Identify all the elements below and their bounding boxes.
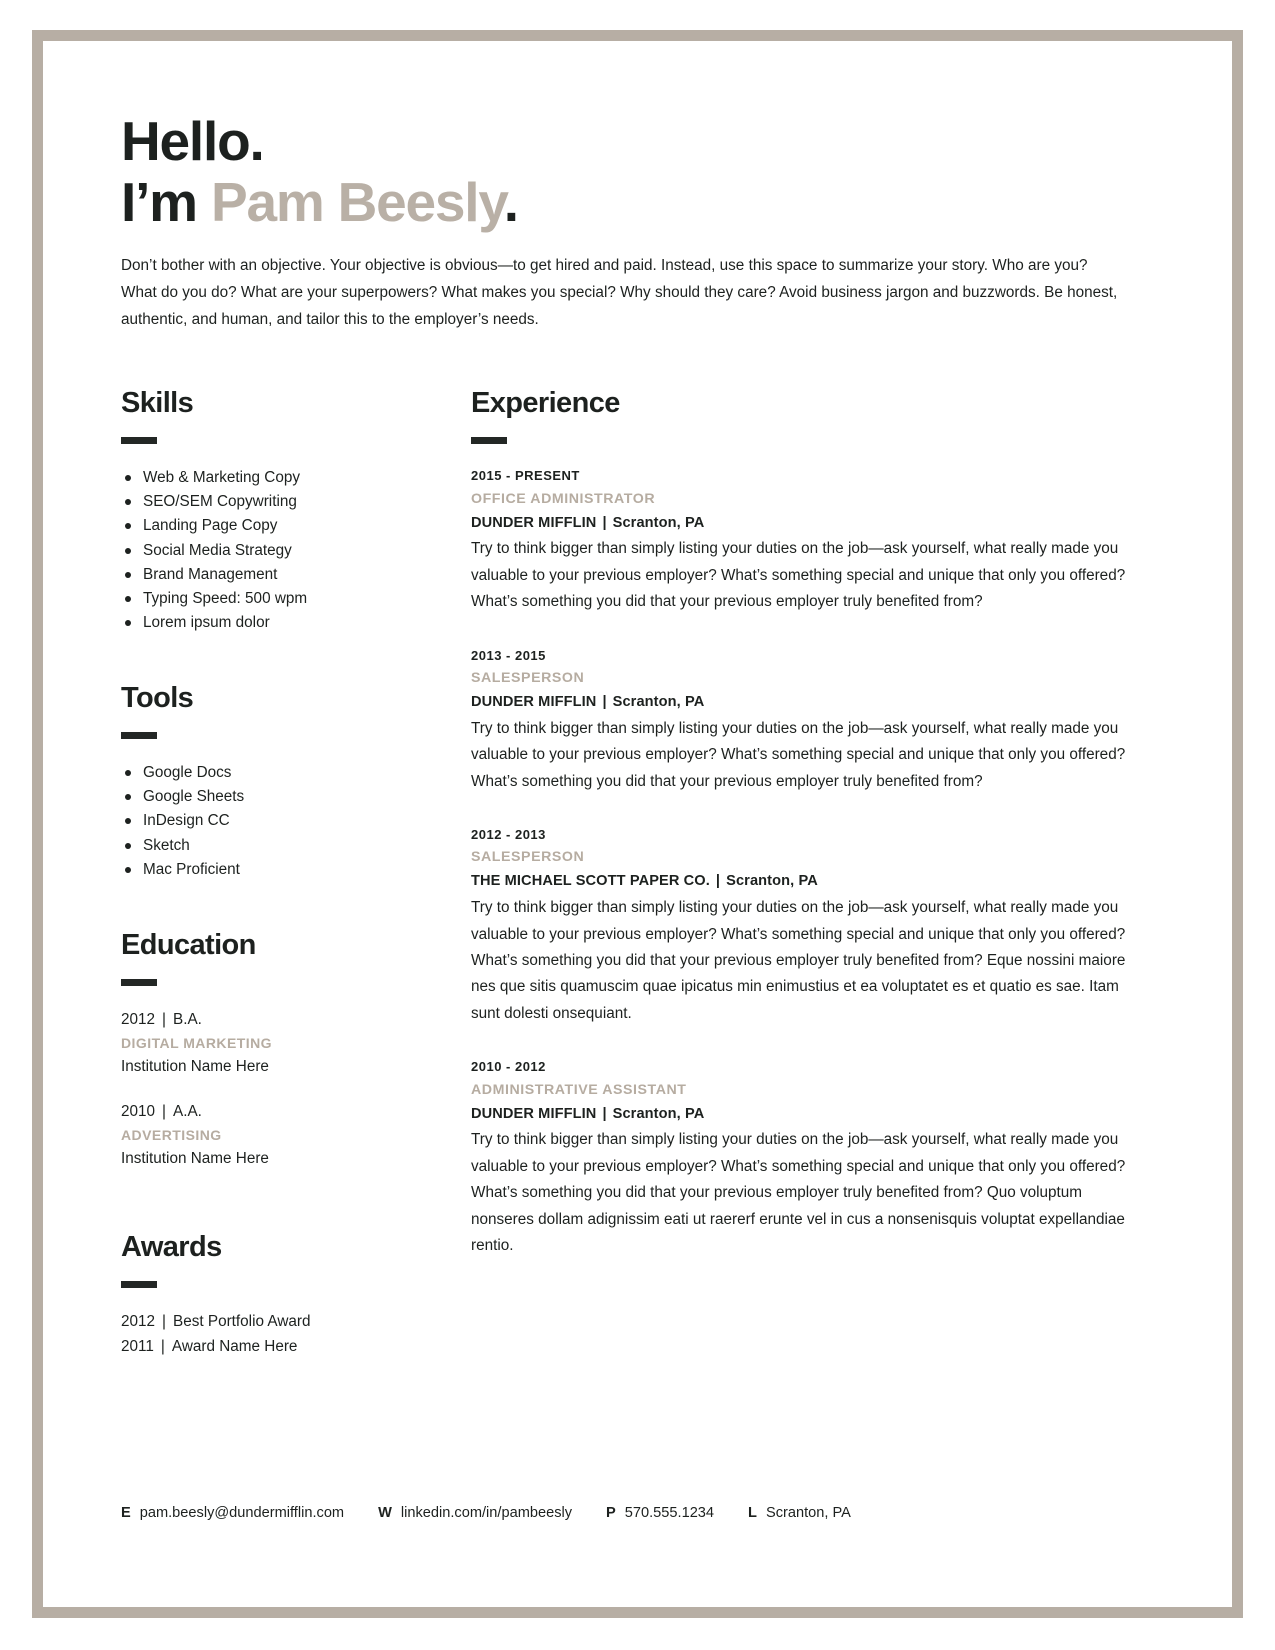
awards-section	[121, 1232, 461, 1360]
separator: |	[162, 1102, 167, 1120]
experience-company	[471, 870, 1154, 893]
list-item: InDesign CC	[121, 809, 461, 833]
separator: |	[602, 514, 607, 531]
education-year: 2010	[121, 1102, 156, 1120]
section-rule	[121, 437, 157, 444]
summary-paragraph: Don’t bother with an objective. Your objective is obvious—to get hired and paid. Instead, use this space to summarize your story. Who are you? What do you do? What are your superpowers? What makes you special? Why should they care? Avoid business jargon and buzzwords. Be honest, authentic, and human, and tailor this to the employer’s needs.	[121, 257, 1118, 329]
company-location: Scranton, PA	[612, 1105, 705, 1122]
skills-list	[121, 466, 461, 635]
award-entry	[121, 1335, 461, 1360]
experience-dates: 2013 - 2015	[471, 647, 546, 663]
list-item: Landing Page Copy	[121, 514, 461, 538]
list-item: Lorem ipsum dolor	[121, 611, 461, 635]
separator: |	[715, 873, 721, 890]
education-year-degree	[121, 1100, 461, 1124]
list-item: Google Sheets	[121, 785, 461, 809]
education-degree: A.A.	[173, 1102, 202, 1120]
phone-label: P	[606, 1505, 616, 1521]
separator: |	[602, 694, 607, 711]
experience-entry	[471, 825, 1154, 1027]
phone-value[interactable]: 570.555.1234	[624, 1505, 715, 1521]
award-name: Award Name Here	[171, 1337, 298, 1355]
experience-entry	[471, 1057, 1154, 1259]
education-school: Institution Name Here	[121, 1058, 269, 1076]
website-value[interactable]: linkedin.com/in/pambeesly	[400, 1505, 573, 1521]
experience-entry	[471, 646, 1154, 795]
spacer	[121, 635, 461, 683]
award-name: Best Portfolio Award	[173, 1312, 311, 1330]
separator: |	[162, 1010, 167, 1028]
education-school: Institution Name Here	[121, 1150, 269, 1168]
list-item: Sketch	[121, 834, 461, 858]
section-rule	[121, 732, 157, 739]
section-rule	[471, 437, 507, 444]
award-year: 2011	[121, 1337, 154, 1355]
list-item: Mac Proficient	[121, 858, 461, 882]
experience-description: Try to think bigger than simply listing your duties on the job—ask yourself, what really made you valuable to your previous employer? What’s something special and unique that only you offered? What’s something you did that your previous employer truly benefited from? Quo voluptum nonseres dollam adignissim eati ut raererf erunte vel in cus a nonsenisquis voluptat expellandiae rentio.	[471, 1131, 1126, 1255]
education-degree: B.A.	[173, 1010, 202, 1028]
resume-header	[121, 110, 1154, 334]
skills-section	[121, 388, 461, 635]
list-item: Typing Speed: 500 wpm	[121, 587, 461, 611]
separator: |	[162, 1312, 167, 1330]
list-item: Google Docs	[121, 761, 461, 785]
left-column	[121, 388, 461, 1359]
email-value[interactable]: pam.beesly@dundermifflin.com	[139, 1505, 345, 1521]
section-rule	[121, 979, 157, 986]
email-label: E	[121, 1505, 131, 1521]
resume-columns	[121, 388, 1154, 1359]
experience-dates: 2010 - 2012	[471, 1059, 546, 1075]
name-period: .	[503, 170, 518, 233]
spacer	[121, 1192, 461, 1232]
education-entry	[121, 1008, 461, 1080]
education-field: DIGITAL MARKETING	[121, 1035, 273, 1052]
experience-company	[471, 691, 1154, 714]
experience-company	[471, 512, 1154, 535]
company-name: DUNDER MIFFLIN	[471, 694, 597, 711]
company-location: Scranton, PA	[612, 514, 705, 531]
website-label: W	[378, 1505, 392, 1521]
company-name: DUNDER MIFFLIN	[471, 514, 597, 531]
contact-email	[121, 1505, 344, 1521]
education-title: Education	[121, 928, 256, 961]
education-year: 2012	[121, 1010, 156, 1028]
experience-title: Experience	[471, 387, 620, 420]
award-year: 2012	[121, 1312, 156, 1330]
education-section	[121, 930, 461, 1172]
experience-dates: 2012 - 2013	[471, 826, 546, 842]
company-location: Scranton, PA	[726, 873, 818, 890]
list-item: Social Media Strategy	[121, 539, 461, 563]
contact-phone	[606, 1505, 714, 1521]
experience-description: Try to think bigger than simply listing your duties on the job—ask yourself, what really made you valuable to your previous employer? What’s something special and unique that only you offered? What’s something you did that your previous employer truly benefited from? Eque nossini maiore nes que sitis quamuscim quae ipicatus min enimustius et ea voluptatet es et quatio es sae. Itam sunt dolesti onsequiant.	[471, 899, 1126, 1022]
contact-website	[378, 1505, 572, 1521]
name-heading	[121, 170, 1154, 233]
contact-footer	[121, 1505, 1154, 1521]
education-entry	[121, 1100, 461, 1172]
education-year-degree	[121, 1008, 461, 1032]
experience-role: SALESPERSON	[471, 670, 585, 687]
right-column	[461, 388, 1154, 1359]
experience-dates: 2015 - PRESENT	[471, 468, 580, 484]
greeting-heading: Hello.	[121, 110, 264, 172]
education-field: ADVERTISING	[121, 1127, 222, 1144]
award-entry	[121, 1310, 461, 1335]
skills-title: Skills	[121, 387, 194, 420]
spacer	[121, 882, 461, 930]
list-item: Web & Marketing Copy	[121, 466, 461, 490]
company-name: DUNDER MIFFLIN	[471, 1105, 597, 1122]
contact-location	[748, 1505, 851, 1521]
experience-role: ADMINISTRATIVE ASSISTANT	[471, 1081, 687, 1098]
page-frame-border	[32, 30, 1243, 1618]
experience-description: Try to think bigger than simply listing your duties on the job—ask yourself, what really made you valuable to your previous employer? What’s something special and unique that only you offered? What’s something you did that your previous employer truly benefited from?	[471, 719, 1126, 790]
experience-description: Try to think bigger than simply listing your duties on the job—ask yourself, what really made you valuable to your previous employer? What’s something special and unique that only you offered? What’s something you did that your previous employer truly benefited from?	[471, 540, 1126, 611]
company-location: Scranton, PA	[612, 694, 705, 711]
experience-company	[471, 1103, 1154, 1126]
section-rule	[121, 1281, 157, 1288]
resume-content	[43, 41, 1232, 1607]
location-value: Scranton, PA	[765, 1505, 851, 1521]
tools-list	[121, 761, 461, 882]
location-label: L	[748, 1505, 757, 1521]
awards-title: Awards	[121, 1230, 222, 1263]
company-name: THE MICHAEL SCOTT PAPER CO.	[471, 873, 710, 890]
experience-role: SALESPERSON	[471, 849, 585, 866]
tools-title: Tools	[121, 682, 194, 715]
separator: |	[160, 1337, 165, 1355]
separator: |	[602, 1105, 607, 1122]
list-item: Brand Management	[121, 563, 461, 587]
experience-role: OFFICE ADMINISTRATOR	[471, 490, 656, 507]
experience-entry	[471, 466, 1154, 615]
candidate-name: Pam Beesly	[210, 170, 504, 233]
list-item: SEO/SEM Copywriting	[121, 490, 461, 514]
tools-section	[121, 683, 461, 882]
name-prefix: I’m	[121, 170, 211, 233]
